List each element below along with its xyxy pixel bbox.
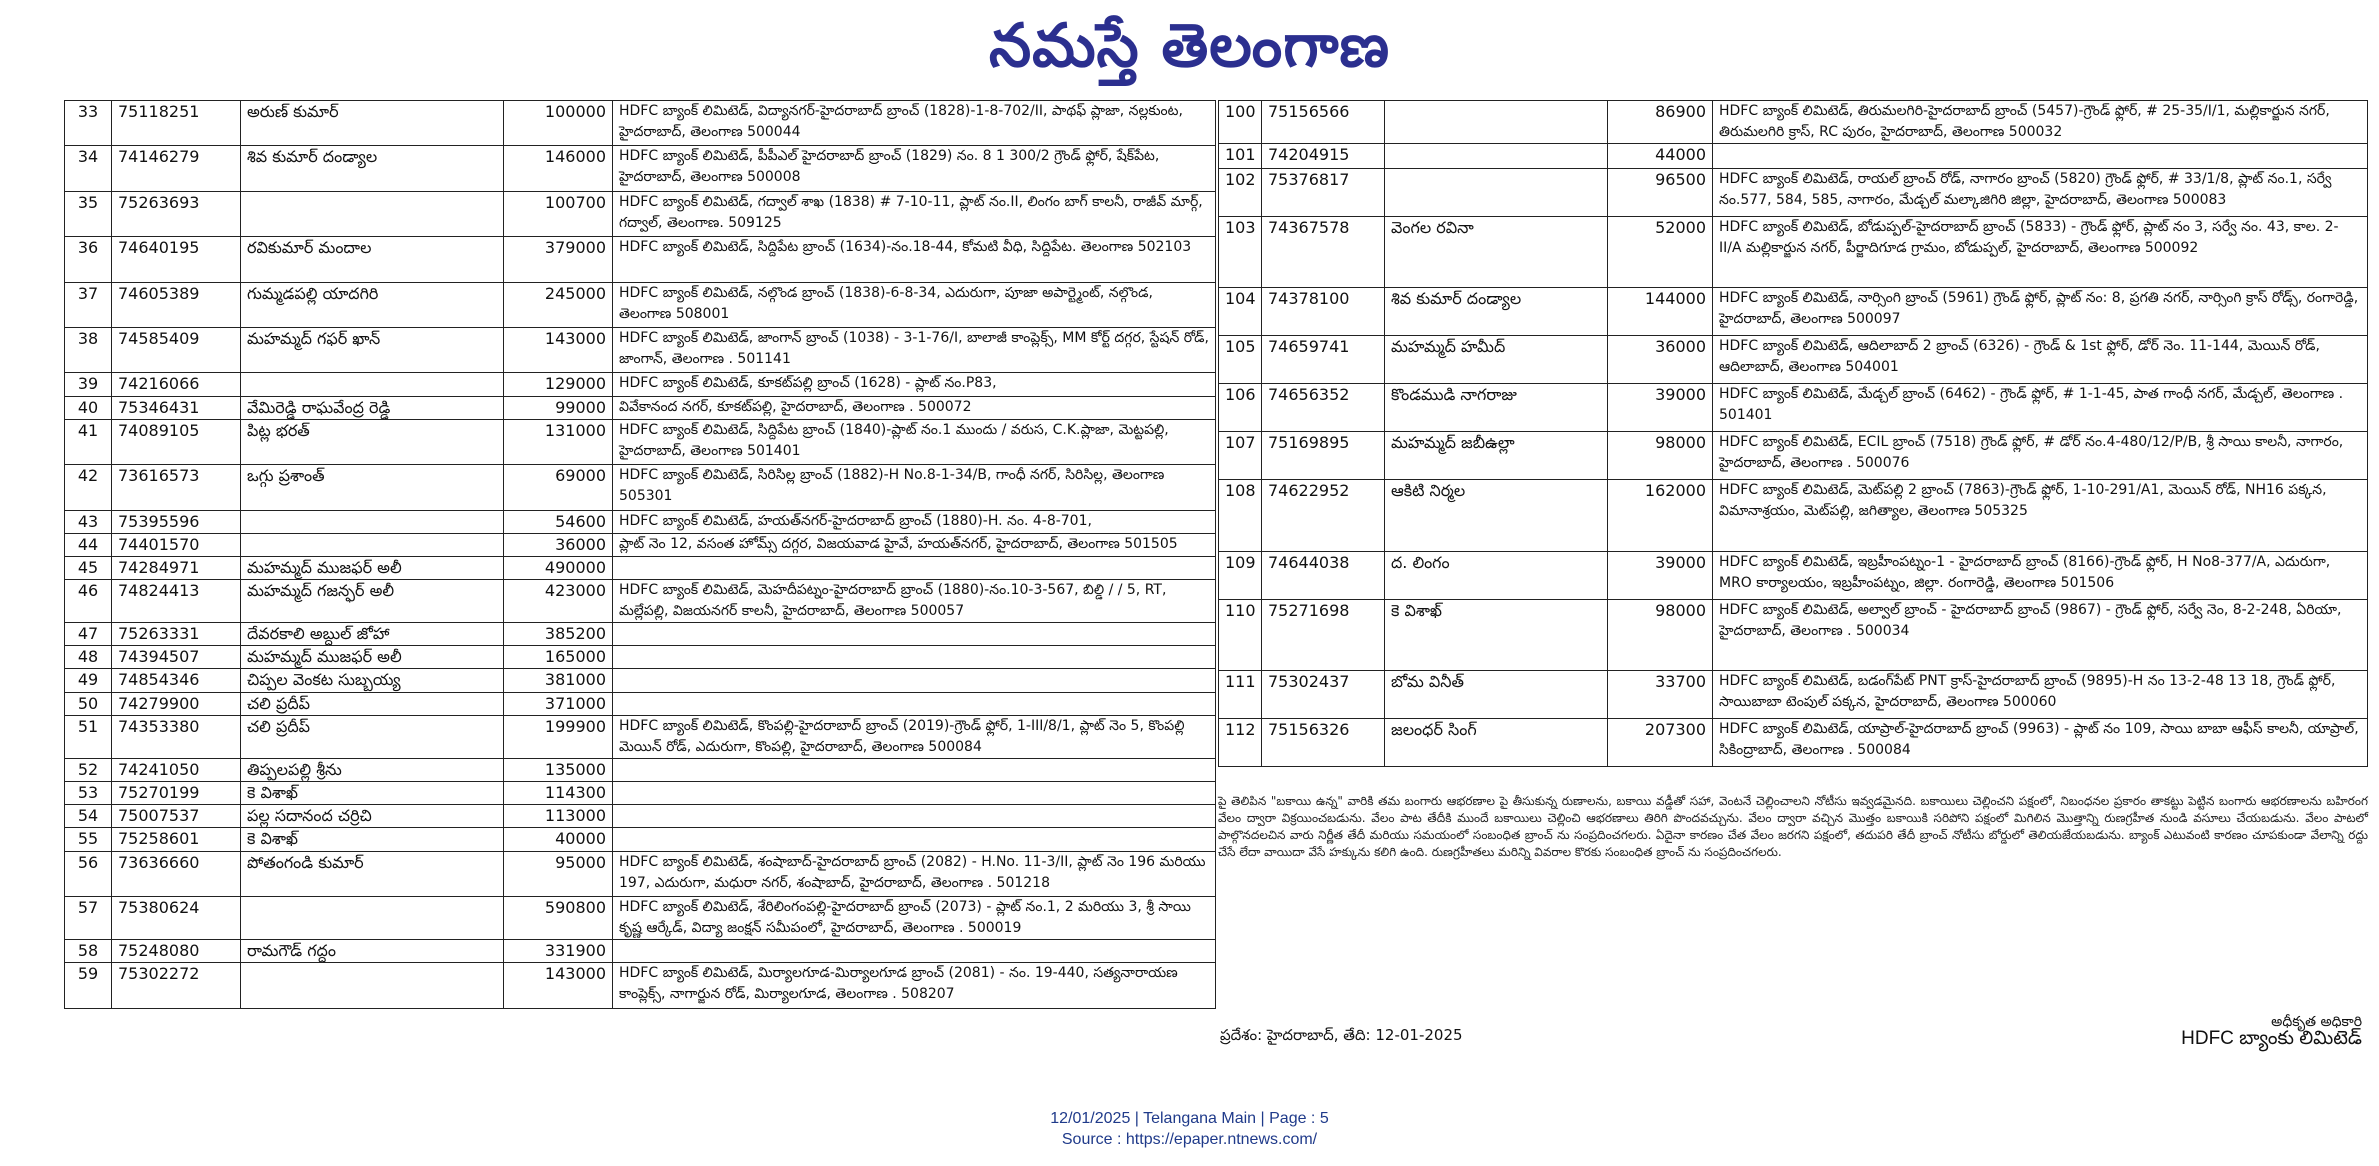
loan-amount: 98000: [1608, 432, 1713, 480]
borrower-name: [241, 510, 504, 533]
borrower-name: అరుణ్ కుమార్: [241, 101, 504, 146]
serial-number: 57: [65, 896, 112, 939]
borrower-name: రవికుమార్ మందాల: [241, 237, 504, 282]
branch-address: HDFC బ్యాంక్ లిమిటెడ్, గద్వాల్ శాఖ (1838) # 7-10-11, ప్లాట్ నం.II, లింగం బాగ్ కాలనీ, రాజీవ్ మార్గ్, గద్వాల్, తెలంగాణ. 509125: [613, 191, 1216, 236]
loan-amount: 143000: [504, 963, 613, 1008]
table-row: [65, 805, 1216, 828]
serial-number: 110: [1219, 599, 1262, 671]
loan-amount: 490000: [504, 556, 613, 579]
table-row: [1219, 144, 2368, 169]
loan-amount: 95000: [504, 851, 613, 896]
borrower-name: మహమ్మద్ గజన్ఫర్ అలీ: [241, 580, 504, 623]
table-row: [1219, 432, 2368, 480]
table-row: [1219, 480, 2368, 552]
account-number: 74401570: [112, 533, 241, 556]
serial-number: 112: [1219, 719, 1262, 767]
branch-address: HDFC బ్యాంక్ లిమిటెడ్, ECIL బ్రాంచ్ (7518) గ్రౌండ్ ఫ్లోర్, # డోర్ నం.4-480/12/P/B, శ్రీ సాయి కాలనీ, నాగారం, హైదరాబాద్, తెలంగాణ . 500076: [1713, 432, 2368, 480]
account-number: 75007537: [112, 805, 241, 828]
serial-number: 103: [1219, 216, 1262, 288]
serial-number: 35: [65, 191, 112, 236]
serial-number: 42: [65, 465, 112, 510]
branch-address: HDFC బ్యాంక్ లిమిటెడ్, బడంగ్‌పేట్ PNT క్రాస్-హైదరాబాద్ బ్రాంచ్ (9895)-H నం 13-2-48 13 18, గ్రౌండ్ ఫ్లోర్, సాయిబాబా టెంపుల్ పక్కన, హైదరాబాద్, తెలంగాణ 500060: [1713, 671, 2368, 719]
branch-address: HDFC బ్యాంక్ లిమిటెడ్, జాంగాన్ బ్రాంచ్ (1038) - 3-1-76/I, బాలాజీ కాంప్లెక్స్, MM కోర్ట్ దగ్గర, స్టేషన్ రోడ్, జాంగాన్, తెలంగాణ . 501141: [613, 327, 1216, 372]
branch-address: HDFC బ్యాంక్ లిమిటెడ్, యాప్రాల్-హైదరాబాద్ బ్రాంచ్ (9963) - ప్లాట్ నం 109, సాయి బాబా ఆఫీస్ కాలనీ, యాప్రాల్, సికింద్రాబాద్, తెలంగాణ . 500084: [1713, 719, 2368, 767]
table-row: [1219, 599, 2368, 671]
loan-amount: 86900: [1608, 101, 1713, 144]
loan-amount: 245000: [504, 282, 613, 327]
account-number: 75302272: [112, 963, 241, 1008]
borrower-name: [241, 963, 504, 1008]
loan-amount: 423000: [504, 580, 613, 623]
serial-number: 107: [1219, 432, 1262, 480]
loan-amount: 114300: [504, 782, 613, 805]
table-row: [1219, 168, 2368, 216]
account-number: 74241050: [112, 758, 241, 781]
loan-amount: 371000: [504, 692, 613, 715]
branch-address: [613, 646, 1216, 669]
account-number: 74284971: [112, 556, 241, 579]
loan-amount: 44000: [1608, 144, 1713, 169]
loan-amount: 199900: [504, 715, 613, 758]
table-row: [65, 533, 1216, 556]
branch-address: HDFC బ్యాంక్ లిమిటెడ్, మేడ్చల్ బ్రాంచ్ (6462) - గ్రౌండ్ ఫ్లోర్, # 1-1-45, పాత గాంధీ నగర్, మేడ్చల్, తెలంగాణ . 501401: [1713, 384, 2368, 432]
account-number: 74146279: [112, 146, 241, 191]
table-row: [65, 851, 1216, 896]
branch-address: HDFC బ్యాంక్ లిమిటెడ్, సిద్దిపేట బ్రాంచ్ (1840)-ప్లాట్ నం.1 ముందు / వరుస, C.K.ప్లాజా, మెట్టపల్లి, హైదరాబాద్, తెలంగాణ 501401: [613, 419, 1216, 464]
loan-amount: 129000: [504, 373, 613, 396]
auction-table-left: [64, 100, 1216, 1009]
borrower-name: కె విశాఖ్: [241, 782, 504, 805]
loan-amount: 144000: [1608, 288, 1713, 336]
branch-address: [613, 805, 1216, 828]
table-row: [1219, 216, 2368, 288]
account-number: 74585409: [112, 327, 241, 372]
account-number: 73636660: [112, 851, 241, 896]
branch-address: HDFC బ్యాంక్ లిమిటెడ్, ఇబ్రహీంపట్నం-1 - హైదరాబాద్ బ్రాంచ్ (8166)-గ్రౌండ్ ఫ్లోర్, H No8-377/A, ఎదురుగా, MRO కార్యాలయం, ఇబ్రహీంపట్నం, జిల్లా. రంగారెడ్డి, తెలంగాణ 501506: [1713, 551, 2368, 599]
loan-amount: 36000: [504, 533, 613, 556]
serial-number: 41: [65, 419, 112, 464]
branch-address: HDFC బ్యాంక్ లిమిటెడ్, బోడుప్పల్-హైదరాబాద్ బ్రాంచ్ (5833) - గ్రౌండ్ ఫ్లోర్, ప్లాట్ నం 3, సర్వే నం. 43, కాల. 2- II/A మల్లికార్జున నగర్, పీర్జాదిగూడ గ్రామం, బోడుప్పల్, హైదరాబాద్, తెలంగాణ 500092: [1713, 216, 2368, 288]
borrower-name: ఒగ్గు ప్రశాంత్: [241, 465, 504, 510]
branch-address: [613, 939, 1216, 962]
serial-number: 59: [65, 963, 112, 1008]
branch-address: HDFC బ్యాంక్ లిమిటెడ్, నార్సింగి బ్రాంచ్ (5961) గ్రౌండ్ ఫ్లోర్, ప్లాట్ నం: 8, ప్రగతి నగర్, నార్సింగి క్రాస్ రోడ్స్, రంగారెడ్డి, హైదరాబాద్, తెలంగాణ 500097: [1713, 288, 2368, 336]
serial-number: 48: [65, 646, 112, 669]
table-row: [65, 396, 1216, 419]
branch-address: HDFC బ్యాంక్ లిమిటెడ్, హయత్‌నగర్-హైదరాబాద్ బ్రాంచ్ (1880)-H. నం. 4-8-701,: [613, 510, 1216, 533]
table-row: [65, 896, 1216, 939]
table-row: [65, 191, 1216, 236]
branch-address: HDFC బ్యాంక్ లిమిటెడ్, తిరుమలగిరి-హైదరాబాద్ బ్రాంచ్ (5457)-గ్రౌండ్ ఫ్లోర్, # 25-35/I/1, మల్లికార్జున నగర్, తిరుమలగిరి క్రాస్, RC పురం, హైదరాబాద్, తెలంగాణ 500032: [1713, 101, 2368, 144]
branch-address: [613, 669, 1216, 692]
table-row: [1219, 101, 2368, 144]
account-number: 74216066: [112, 373, 241, 396]
footer-source-link[interactable]: Source : https://epaper.ntnews.com/: [1061, 1131, 1318, 1148]
table-row: [65, 510, 1216, 533]
branch-address: ప్లాట్ నెం 12, వసంత హోమ్స్ దగ్గర, విజయవాడ హైవే, హయత్‌నగర్, హైదరాబాద్, తెలంగాణ 501505: [613, 533, 1216, 556]
branch-address: [613, 782, 1216, 805]
loan-amount: 379000: [504, 237, 613, 282]
account-number: 75376817: [1262, 168, 1385, 216]
serial-number: 101: [1219, 144, 1262, 169]
table-row: [65, 623, 1216, 646]
borrower-name: [1385, 168, 1608, 216]
account-number: 74353380: [112, 715, 241, 758]
account-number: 75169895: [1262, 432, 1385, 480]
account-number: 75118251: [112, 101, 241, 146]
account-number: 75270199: [112, 782, 241, 805]
loan-amount: 39000: [1608, 384, 1713, 432]
account-number: 74089105: [112, 419, 241, 464]
loan-amount: 98000: [1608, 599, 1713, 671]
bank-name: HDFC బ్యాంకు లిమిటెడ్: [2181, 1028, 2362, 1049]
table-row: [65, 828, 1216, 851]
borrower-name: మహమ్మద్ జబీఉల్లా: [1385, 432, 1608, 480]
loan-amount: 331900: [504, 939, 613, 962]
table-row: [65, 556, 1216, 579]
account-number: 74279900: [112, 692, 241, 715]
loan-amount: 69000: [504, 465, 613, 510]
table-row: [1219, 671, 2368, 719]
borrower-name: రామగౌడ్ గద్దం: [241, 939, 504, 962]
account-number: 75263693: [112, 191, 241, 236]
serial-number: 40: [65, 396, 112, 419]
account-number: 75271698: [1262, 599, 1385, 671]
branch-address: HDFC బ్యాంక్ లిమిటెడ్, రాయల్ బ్రాంచ్ రోడ్, నాగారం బ్రాంచ్ (5820) గ్రౌండ్ ఫ్లోర్, # 33/1/8, ప్లాట్ నం.1, సర్వే నం.577, 584, 585, నాగారం, మేడ్చల్ మల్కాజిగిరి జిల్లా, హైదరాబాద్, తెలంగాణ 500083: [1713, 168, 2368, 216]
serial-number: 43: [65, 510, 112, 533]
branch-address: HDFC బ్యాంక్ లిమిటెడ్, పీపీఎల్ హైదరాబాద్ బ్రాంచ్ (1829) నం. 8 1 300/2 గ్రౌండ్ ఫ్లోర్, షేక్‌పేట, హైదరాబాద్, తెలంగాణ 500008: [613, 146, 1216, 191]
loan-amount: 113000: [504, 805, 613, 828]
serial-number: 34: [65, 146, 112, 191]
serial-number: 102: [1219, 168, 1262, 216]
serial-number: 100: [1219, 101, 1262, 144]
branch-address: HDFC బ్యాంక్ లిమిటెడ్, శేరిలింగంపల్లి-హైదరాబాద్ బ్రాంచ్ (2073) - ప్లాట్ నం.1, 2 మరియు 3, శ్రీ సాయి కృష్ణ ఆర్కేడ్, విద్యా జంక్షన్ సమీపంలో, హైదరాబాద్, తెలంగాణ . 500019: [613, 896, 1216, 939]
serial-number: 105: [1219, 336, 1262, 384]
loan-amount: 99000: [504, 396, 613, 419]
account-number: 74644038: [1262, 551, 1385, 599]
serial-number: 46: [65, 580, 112, 623]
table-row: [1219, 336, 2368, 384]
loan-amount: 135000: [504, 758, 613, 781]
account-number: 74656352: [1262, 384, 1385, 432]
branch-address: HDFC బ్యాంక్ లిమిటెడ్, సిరిసిల్ల బ్రాంచ్ (1882)-H No.8-1-34/B, గాంధీ నగర్, సిరిసిల్ల, తెలంగాణ 505301: [613, 465, 1216, 510]
borrower-name: గుమ్మడపల్లి యాదగిరి: [241, 282, 504, 327]
borrower-name: జలంధర్ సింగ్: [1385, 719, 1608, 767]
account-number: 73616573: [112, 465, 241, 510]
account-number: 75395596: [112, 510, 241, 533]
table-row: [65, 963, 1216, 1008]
loan-amount: 207300: [1608, 719, 1713, 767]
borrower-name: [1385, 144, 1608, 169]
serial-number: 109: [1219, 551, 1262, 599]
table-row: [65, 669, 1216, 692]
borrower-name: మహమ్మద్ ముజఫర్ అలీ: [241, 556, 504, 579]
borrower-name: చలి ప్రదీప్: [241, 692, 504, 715]
loan-amount: 52000: [1608, 216, 1713, 288]
account-number: 74204915: [1262, 144, 1385, 169]
loan-amount: 100000: [504, 101, 613, 146]
borrower-name: పిట్ల భరత్: [241, 419, 504, 464]
serial-number: 44: [65, 533, 112, 556]
branch-address: [1713, 144, 2368, 169]
branch-address: HDFC బ్యాంక్ లిమిటెడ్, శంషాబాద్-హైదరాబాద్ బ్రాంచ్ (2082) - H.No. 11-3/II, ప్లాట్ నెం 196 మరియు 197, ఎదురుగా, మధురా నగర్, శంషాబాద్, హైదరాబాద్, తెలంగాణ . 501218: [613, 851, 1216, 896]
loan-amount: 165000: [504, 646, 613, 669]
borrower-name: శివ కుమార్ దండ్యాల: [241, 146, 504, 191]
account-number: 74640195: [112, 237, 241, 282]
borrower-name: ఆకిటి నిర్మల: [1385, 480, 1608, 552]
place-date: ప్రదేశం: హైదరాబాద్, తేది: 12-01-2025: [1220, 1026, 1463, 1044]
borrower-name: వేమిరెడ్డి రాఘవేంద్ర రెడ్డి: [241, 396, 504, 419]
serial-number: 47: [65, 623, 112, 646]
borrower-name: [1385, 101, 1608, 144]
table-row: [65, 237, 1216, 282]
account-number: 75248080: [112, 939, 241, 962]
branch-address: HDFC బ్యాంక్ లిమిటెడ్, మెట్‌పల్లి 2 బ్రాంచ్ (7863)-గ్రౌండ్ ఫ్లోర్, 1-10-291/A1, మెయిన్ రోడ్, NH16 పక్కన, విమానాశ్రయం, మెట్‌పల్లి, జగిత్యాల, తెలంగాణ 505325: [1713, 480, 2368, 552]
table-row: [65, 101, 1216, 146]
serial-number: 54: [65, 805, 112, 828]
table-row: [65, 282, 1216, 327]
branch-address: HDFC బ్యాంక్ లిమిటెడ్, కొంపల్లి-హైదరాబాద్ బ్రాంచ్ (2019)-గ్రౌండ్ ఫ్లోర్, 1-III/8/1, ప్లాట్ నెం 5, కొంపల్లి మెయిన్ రోడ్, ఎదురుగా, కొంపల్లి, హైదరాబాద్, తెలంగాణ 500084: [613, 715, 1216, 758]
table-row: [65, 465, 1216, 510]
borrower-name: చిప్పల వెంకట సుబ్బయ్య: [241, 669, 504, 692]
auction-table-right: [1218, 100, 2368, 767]
serial-number: 58: [65, 939, 112, 962]
borrower-name: వెంగల రవినా: [1385, 216, 1608, 288]
serial-number: 56: [65, 851, 112, 896]
table-row: [65, 939, 1216, 962]
serial-number: 37: [65, 282, 112, 327]
table-row: [65, 580, 1216, 623]
account-number: 75380624: [112, 896, 241, 939]
account-number: 74659741: [1262, 336, 1385, 384]
branch-address: HDFC బ్యాంక్ లిమిటెడ్, కూకట్‌పల్లి బ్రాంచ్ (1628) - ప్లాట్ నం.P83,: [613, 373, 1216, 396]
serial-number: 111: [1219, 671, 1262, 719]
table-row: [1219, 288, 2368, 336]
branch-address: HDFC బ్యాంక్ లిమిటెడ్, సిద్దిపేట బ్రాంచ్ (1634)-నం.18-44, కోమటి వీధి, సిద్దిపేట. తెలంగాణ 502103: [613, 237, 1216, 282]
table-row: [65, 782, 1216, 805]
signature-block: [1218, 1014, 2368, 1048]
branch-address: HDFC బ్యాంక్ లిమిటెడ్, మిర్యాలగూడ-మిర్యాలగూడ బ్రాంచ్ (2081) - నం. 19-440, సత్యనారాయణ కాంప్లెక్స్, నాగార్జున రోడ్, మిర్యాలగూడ, తెలంగాణ . 508207: [613, 963, 1216, 1008]
account-number: 75302437: [1262, 671, 1385, 719]
branch-address: వివేకానంద నగర్, కూకట్‌పల్లి, హైదరాబాద్, తెలంగాణ . 500072: [613, 396, 1216, 419]
table-row: [65, 419, 1216, 464]
borrower-name: కె విశాఖ్: [1385, 599, 1608, 671]
serial-number: 51: [65, 715, 112, 758]
branch-address: [613, 828, 1216, 851]
auction-notice-text: పై తెలిపిన "బకాయి ఉన్న" వారికి తమ బంగారు ఆభరణాల పై తీసుకున్న రుణాలను, బకాయి వడ్డీతో సహా, వెంటనే చెల్లించాలని నోటీసు ఇవ్వడమైనది. బకాయిలు చెల్లించని పక్షంలో, నిబంధనల ప్రకారం తాకట్టు పెట్టిన బంగారు ఆభరణాలను బహిరంగ వేలం ద్వారా విక్రయించబడును. వేలం పాట తేదీకి ముందే బకాయిలు చెల్లించి ఆభరణాలు తిరిగి పొందవచ్చును. వేలం ద్వారా వచ్చిన మొత్తం బకాయికి సరిపోని పక్షంలో మిగిలిన మొత్తాన్ని రుణగ్రహీత నుండి వసూలు చేయబడును. వేలం పాటలో పాల్గొనదలచిన వారు నిర్ణీత తేదీ మరియు సమయంలో సంబంధిత బ్రాంచ్ ను సంప్రదించగలరు. ఏదైనా కారణం చేత వేలం జరగని పక్షంలో, తదుపరి తేదీ బ్రాంచ్ నోటీసు బోర్డులో తెలియజేయబడును. బ్యాంక్ ఎటువంటి కారణం చూపకుండా వేలాన్ని రద్దు చేసే లేదా వాయిదా వేసే హక్కును కలిగి ఉంది. రుణగ్రహీతలు మరిన్ని వివరాల కొరకు సంబంధిత బ్రాంచ్ ను సంప్రదించగలరు.: [1218, 794, 2368, 859]
loan-amount: 96500: [1608, 168, 1713, 216]
branch-address: [613, 556, 1216, 579]
borrower-name: [241, 533, 504, 556]
loan-amount: 36000: [1608, 336, 1713, 384]
serial-number: 38: [65, 327, 112, 372]
branch-address: [613, 623, 1216, 646]
footer-date-page: 12/01/2025 | Telangana Main | Page : 5: [1050, 1110, 1329, 1127]
serial-number: 33: [65, 101, 112, 146]
table-row: [1219, 719, 2368, 767]
borrower-name: మహమ్మద్ గఫర్ ఖాన్: [241, 327, 504, 372]
account-number: 74854346: [112, 669, 241, 692]
account-number: 74394507: [112, 646, 241, 669]
loan-amount: 146000: [504, 146, 613, 191]
account-number: 74622952: [1262, 480, 1385, 552]
loan-amount: 381000: [504, 669, 613, 692]
loan-amount: 590800: [504, 896, 613, 939]
loan-amount: 100700: [504, 191, 613, 236]
borrower-name: పల్ల సదానంద చర్రిచి: [241, 805, 504, 828]
serial-number: 45: [65, 556, 112, 579]
serial-number: 39: [65, 373, 112, 396]
branch-address: HDFC బ్యాంక్ లిమిటెడ్, విద్యానగర్-హైదరాబాద్ బ్రాంచ్ (1828)-1-8-702/II, పాథఫ్ ప్లాజా, నల్లకుంట, హైదరాబాద్, తెలంగాణ 500044: [613, 101, 1216, 146]
borrower-name: కొండముడి నాగరాజు: [1385, 384, 1608, 432]
newspaper-masthead: నమస్తే తెలంగాణ: [988, 11, 1391, 81]
serial-number: 52: [65, 758, 112, 781]
borrower-name: పోతంగండి కుమార్: [241, 851, 504, 896]
serial-number: 104: [1219, 288, 1262, 336]
borrower-name: దేవరకాలి అబ్దుల్ జోహా: [241, 623, 504, 646]
borrower-name: బోమ వినీత్: [1385, 671, 1608, 719]
authorized-officer: అధీకృత అధికారి: [2271, 1014, 2362, 1030]
table-row: [65, 715, 1216, 758]
loan-amount: 131000: [504, 419, 613, 464]
borrower-name: మహమ్మద్ హమీద్: [1385, 336, 1608, 384]
account-number: 75156566: [1262, 101, 1385, 144]
borrower-name: చలి ప్రదీప్: [241, 715, 504, 758]
account-number: 74378100: [1262, 288, 1385, 336]
account-number: 75156326: [1262, 719, 1385, 767]
table-row: [1219, 551, 2368, 599]
loan-amount: 33700: [1608, 671, 1713, 719]
borrower-name: [241, 896, 504, 939]
account-number: 75258601: [112, 828, 241, 851]
borrower-name: [241, 191, 504, 236]
loan-amount: 40000: [504, 828, 613, 851]
table-row: [65, 373, 1216, 396]
table-row: [65, 146, 1216, 191]
serial-number: 53: [65, 782, 112, 805]
branch-address: [613, 692, 1216, 715]
table-row: [65, 646, 1216, 669]
table-row: [65, 327, 1216, 372]
loan-amount: 143000: [504, 327, 613, 372]
borrower-name: మహమ్మద్ ముజఫర్ అలీ: [241, 646, 504, 669]
loan-amount: 54600: [504, 510, 613, 533]
loan-amount: 385200: [504, 623, 613, 646]
borrower-name: శివ కుమార్ దండ్యాల: [1385, 288, 1608, 336]
branch-address: HDFC బ్యాంక్ లిమిటెడ్, ఆదిలాబాద్ 2 బ్రాంచ్ (6326) - గ్రౌండ్ & 1st ఫ్లోర్, డోర్ నెం. 11-144, మెయిన్ రోడ్, ఆదిలాబాద్, తెలంగాణ 504001: [1713, 336, 2368, 384]
account-number: 75346431: [112, 396, 241, 419]
table-row: [65, 758, 1216, 781]
branch-address: [613, 758, 1216, 781]
table-row: [65, 692, 1216, 715]
branch-address: HDFC బ్యాంక్ లిమిటెడ్, మెహదీపట్నం-హైదరాబాద్ బ్రాంచ్ (1880)-నం.10-3-567, బిల్డి / / 5, RT, మల్లేపల్లి, విజయనగర్ కాలనీ, హైదరాబాద్, తెలంగాణ 500057: [613, 580, 1216, 623]
account-number: 74367578: [1262, 216, 1385, 288]
borrower-name: [241, 373, 504, 396]
branch-address: HDFC బ్యాంక్ లిమిటెడ్, అల్వాల్ బ్రాంచ్ - హైదరాబాద్ బ్రాంచ్ (9867) - గ్రౌండ్ ఫ్లోర్, సర్వే నెం, 8-2-248, ఏరియా, హైదరాబాద్, తెలంగాణ . 500034: [1713, 599, 2368, 671]
serial-number: 50: [65, 692, 112, 715]
branch-address: HDFC బ్యాంక్ లిమిటెడ్, నల్గొండ బ్రాంచ్ (1838)-6-8-34, ఎదురుగా, పూజా అపార్ట్మెంట్, నల్గొండ, తెలంగాణ 508001: [613, 282, 1216, 327]
serial-number: 108: [1219, 480, 1262, 552]
account-number: 75263331: [112, 623, 241, 646]
loan-amount: 39000: [1608, 551, 1713, 599]
account-number: 74605389: [112, 282, 241, 327]
serial-number: 36: [65, 237, 112, 282]
borrower-name: ద. లింగం: [1385, 551, 1608, 599]
serial-number: 49: [65, 669, 112, 692]
serial-number: 55: [65, 828, 112, 851]
borrower-name: కె విశాఖ్: [241, 828, 504, 851]
loan-amount: 162000: [1608, 480, 1713, 552]
table-row: [1219, 384, 2368, 432]
account-number: 74824413: [112, 580, 241, 623]
borrower-name: తిప్పలపల్లి శ్రీను: [241, 758, 504, 781]
serial-number: 106: [1219, 384, 1262, 432]
